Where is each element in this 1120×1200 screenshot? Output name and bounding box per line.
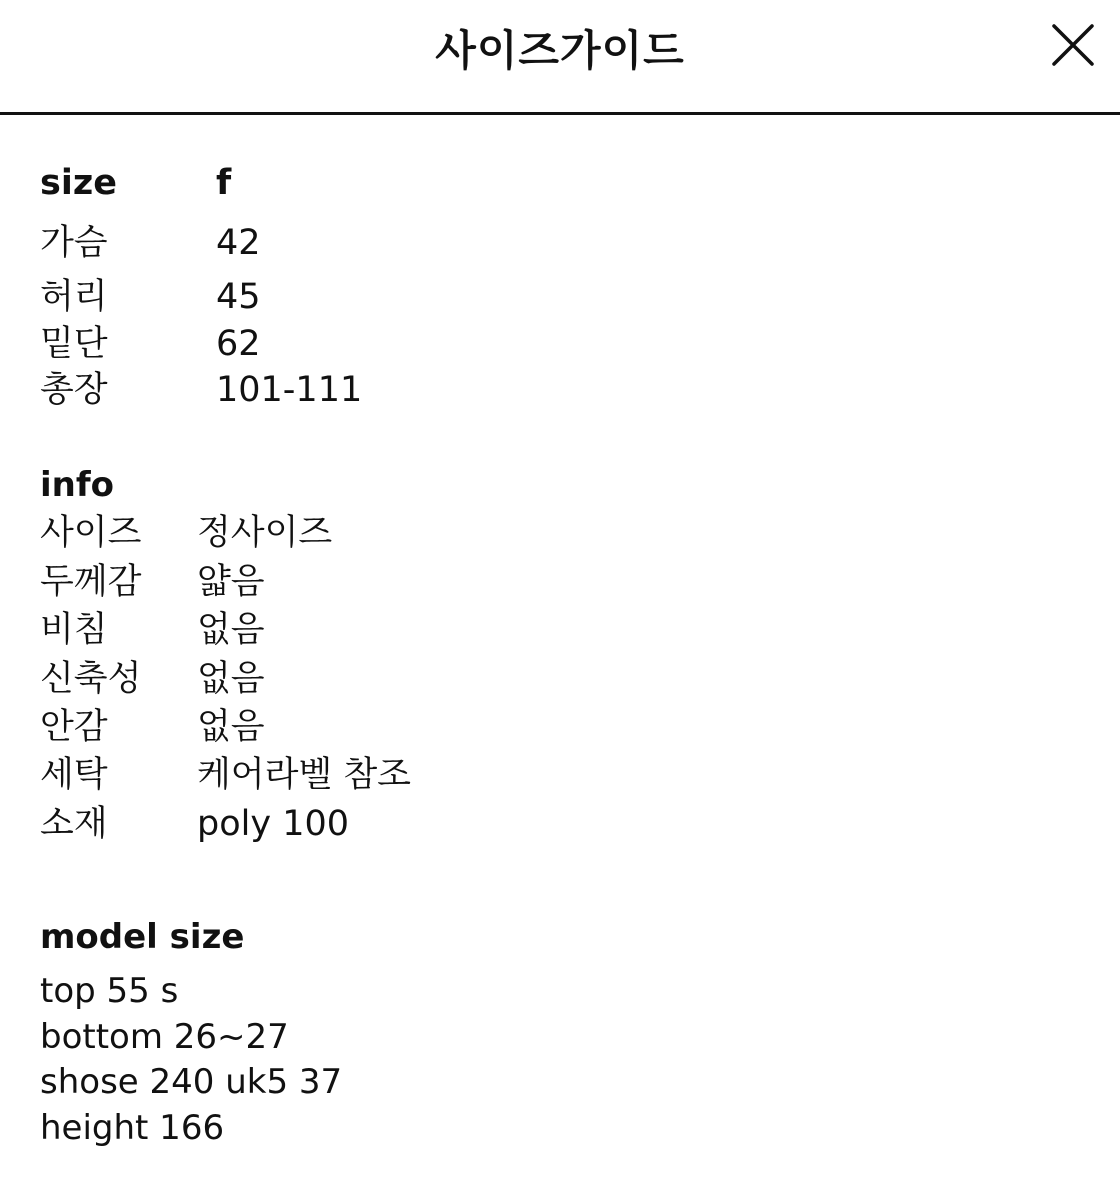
size-label: 허리 <box>40 277 108 317</box>
model-section-title: model size <box>40 917 245 957</box>
info-label: 안감 <box>40 707 108 747</box>
page-title: 사이즈가이드 <box>435 26 685 75</box>
size-column-header: f <box>216 163 232 203</box>
info-label: 세탁 <box>40 755 108 795</box>
info-label: 소재 <box>40 804 108 844</box>
model-line: bottom 26~27 <box>40 1017 289 1057</box>
close-button[interactable] <box>1048 20 1098 70</box>
info-value: 정사이즈 <box>197 513 333 553</box>
model-line: shose 240 uk5 37 <box>40 1062 343 1102</box>
size-label: 밑단 <box>40 324 108 364</box>
info-label: 사이즈 <box>40 513 142 553</box>
info-label: 비침 <box>40 610 108 650</box>
info-value: 케어라벨 참조 <box>197 755 411 795</box>
size-label: 가슴 <box>40 223 108 263</box>
size-label: 총장 <box>40 370 108 410</box>
info-section-title: info <box>40 465 115 505</box>
info-value: 없음 <box>197 610 265 650</box>
info-label: 신축성 <box>40 659 142 699</box>
close-icon <box>1048 20 1098 70</box>
info-value: 얇음 <box>197 562 265 602</box>
size-value: 42 <box>216 223 261 263</box>
info-value: 없음 <box>197 659 265 699</box>
size-value: 45 <box>216 277 261 317</box>
info-value: 없음 <box>197 707 265 747</box>
info-value: poly 100 <box>197 804 349 844</box>
modal-header <box>0 0 1120 115</box>
size-section-title: size <box>40 163 117 203</box>
size-value: 101-111 <box>216 370 363 410</box>
model-line: height 166 <box>40 1108 225 1148</box>
size-value: 62 <box>216 324 261 364</box>
info-label: 두께감 <box>40 562 142 602</box>
model-line: top 55 s <box>40 971 179 1011</box>
